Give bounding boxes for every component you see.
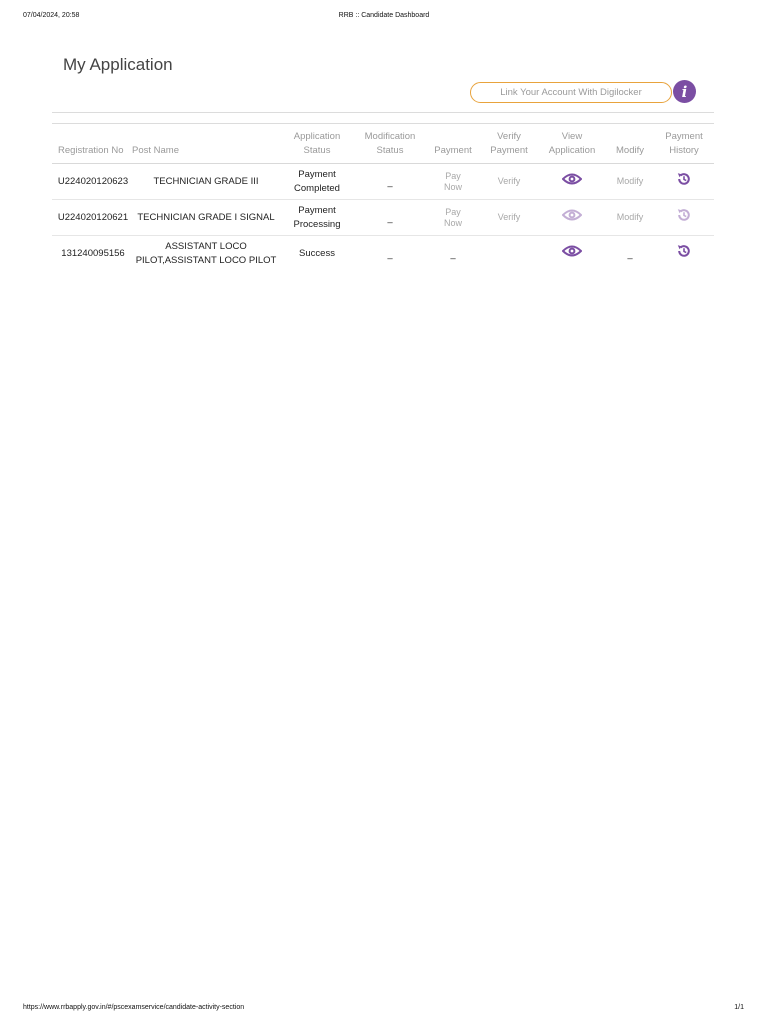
- eye-icon[interactable]: [562, 208, 582, 222]
- section-title: My Application: [63, 55, 173, 74]
- verify-payment-link[interactable]: Verify: [480, 200, 538, 236]
- modify-link[interactable]: Modify: [606, 164, 654, 200]
- table-row: [52, 200, 714, 236]
- payment-history-cell: [654, 200, 714, 236]
- print-url: https://www.rrbapply.gov.in/#/pscexamservice/candidate-activity-section: [23, 1004, 245, 1011]
- view-application-cell: [538, 200, 606, 236]
- print-page-number: 1/1: [734, 1004, 744, 1011]
- payment-history-cell: [654, 236, 714, 272]
- history-icon[interactable]: [677, 172, 691, 186]
- applications-table: [52, 124, 714, 271]
- info-icon[interactable]: [673, 80, 696, 103]
- view-application-cell: [538, 236, 606, 272]
- header-verify-payment: Verify Payment: [480, 124, 538, 164]
- table-row: [52, 164, 714, 200]
- print-title: RRB :: Candidate Dashboard: [338, 12, 430, 19]
- info-icon-glyph: i: [681, 82, 688, 101]
- application-status: Payment Processing: [280, 200, 354, 236]
- header-application-status: Application Status: [280, 124, 354, 164]
- divider: [52, 112, 714, 113]
- table-row: [52, 236, 714, 272]
- header-view-application: View Application: [538, 124, 606, 164]
- history-icon[interactable]: [677, 208, 691, 222]
- history-icon[interactable]: [677, 244, 691, 258]
- header-modify: Modify: [606, 124, 654, 164]
- registration-no: 131240095156: [61, 247, 125, 259]
- post-name: TECHNICIAN GRADE I SIGNAL: [130, 200, 280, 236]
- modify-link[interactable]: Modify: [606, 200, 654, 236]
- link-digilocker-button[interactable]: Link Your Account With Digilocker: [470, 82, 672, 103]
- application-status: Payment Completed: [280, 164, 354, 200]
- pay-now-link[interactable]: Pay Now: [426, 200, 480, 236]
- view-application-cell: [538, 164, 606, 200]
- verify-payment-link[interactable]: Verify: [480, 164, 538, 200]
- post-name: ASSISTANT LOCO PILOT,ASSISTANT LOCO PILOT: [135, 240, 277, 266]
- verify-payment-cell: [480, 236, 538, 272]
- header-modification-status: Modification Status: [354, 124, 426, 164]
- print-date: 07/04/2024, 20:58: [23, 12, 80, 19]
- registration-no: U224020120623: [52, 164, 130, 200]
- payment-cell: –: [450, 252, 456, 264]
- modification-status: –: [354, 200, 426, 236]
- payment-history-cell: [654, 164, 714, 200]
- modify-cell: –: [627, 252, 633, 264]
- post-name: TECHNICIAN GRADE III: [130, 164, 280, 200]
- header-post-name: Post Name: [130, 124, 280, 164]
- modification-status: –: [354, 164, 426, 200]
- pay-now-link[interactable]: Pay Now: [426, 164, 480, 200]
- modification-status: –: [387, 252, 393, 264]
- header-payment: Payment: [426, 124, 480, 164]
- table-header-row: [52, 124, 714, 164]
- registration-no: U224020120621: [52, 200, 130, 236]
- header-payment-history: Payment History: [654, 124, 714, 164]
- header-registration-no: Registration No: [52, 124, 130, 164]
- eye-icon[interactable]: [562, 172, 582, 186]
- application-status: Success: [299, 247, 335, 259]
- eye-icon[interactable]: [562, 244, 582, 258]
